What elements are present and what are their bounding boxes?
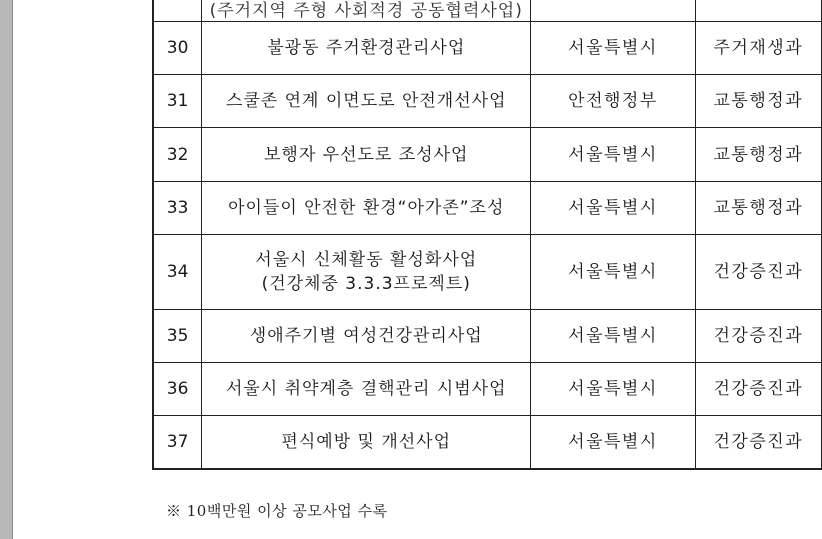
department	[695, 0, 821, 22]
department: 교통행정과	[695, 182, 821, 235]
row-number: 35	[153, 310, 202, 363]
agency: 서울특별시	[531, 416, 695, 469]
project-name: (주거지역 주형 사회적경 공동협력사업)	[202, 0, 531, 22]
project-name: 편식예방 및 개선사업	[202, 416, 531, 469]
table-row	[153, 75, 822, 128]
table-row	[153, 416, 822, 469]
row-number: 30	[153, 22, 202, 75]
row-number: 34	[153, 235, 202, 310]
table-row	[153, 182, 822, 235]
row-number: 33	[153, 182, 202, 235]
project-name: 아이들이 안전한 환경“아가존”조성	[202, 182, 531, 235]
agency	[531, 0, 695, 22]
agency: 서울특별시	[531, 235, 695, 310]
row-number: 31	[153, 75, 202, 128]
department: 교통행정과	[695, 75, 821, 128]
table-row	[153, 235, 822, 310]
department: 건강증진과	[695, 363, 821, 416]
project-name: 불광동 주거환경관리사업	[202, 22, 531, 75]
project-name-line2: (건강체중 3.3.3프로젝트)	[261, 274, 471, 294]
department: 건강증진과	[695, 416, 821, 469]
footnote: ※ 10백만원 이상 공모사업 수록	[166, 502, 388, 520]
project-name: 보행자 우선도로 조성사업	[202, 128, 531, 182]
department: 교통행정과	[695, 128, 821, 182]
row-number: 37	[153, 416, 202, 469]
project-table	[152, 0, 822, 470]
project-name: 생애주기별 여성건강관리사업	[202, 310, 531, 363]
department: 주거재생과	[695, 22, 821, 75]
agency: 서울특별시	[531, 310, 695, 363]
row-number: 36	[153, 363, 202, 416]
agency: 서울특별시	[531, 182, 695, 235]
project-name	[202, 235, 531, 310]
page-margin	[0, 0, 13, 539]
agency: 서울특별시	[531, 363, 695, 416]
project-name: 서울시 취약계층 결핵관리 시범사업	[202, 363, 531, 416]
table-row	[153, 0, 822, 22]
table-row	[153, 310, 822, 363]
department: 건강증진과	[695, 310, 821, 363]
table-row	[153, 22, 822, 75]
project-name: 스쿨존 연계 이면도로 안전개선사업	[202, 75, 531, 128]
agency: 서울특별시	[531, 128, 695, 182]
table-row	[153, 363, 822, 416]
department: 건강증진과	[695, 235, 821, 310]
agency: 서울특별시	[531, 22, 695, 75]
row-number: 32	[153, 128, 202, 182]
row-number	[153, 0, 202, 22]
project-name-line1: 서울시 신체활동 활성화사업	[255, 250, 478, 270]
agency: 안전행정부	[531, 75, 695, 128]
table-row	[153, 128, 822, 182]
